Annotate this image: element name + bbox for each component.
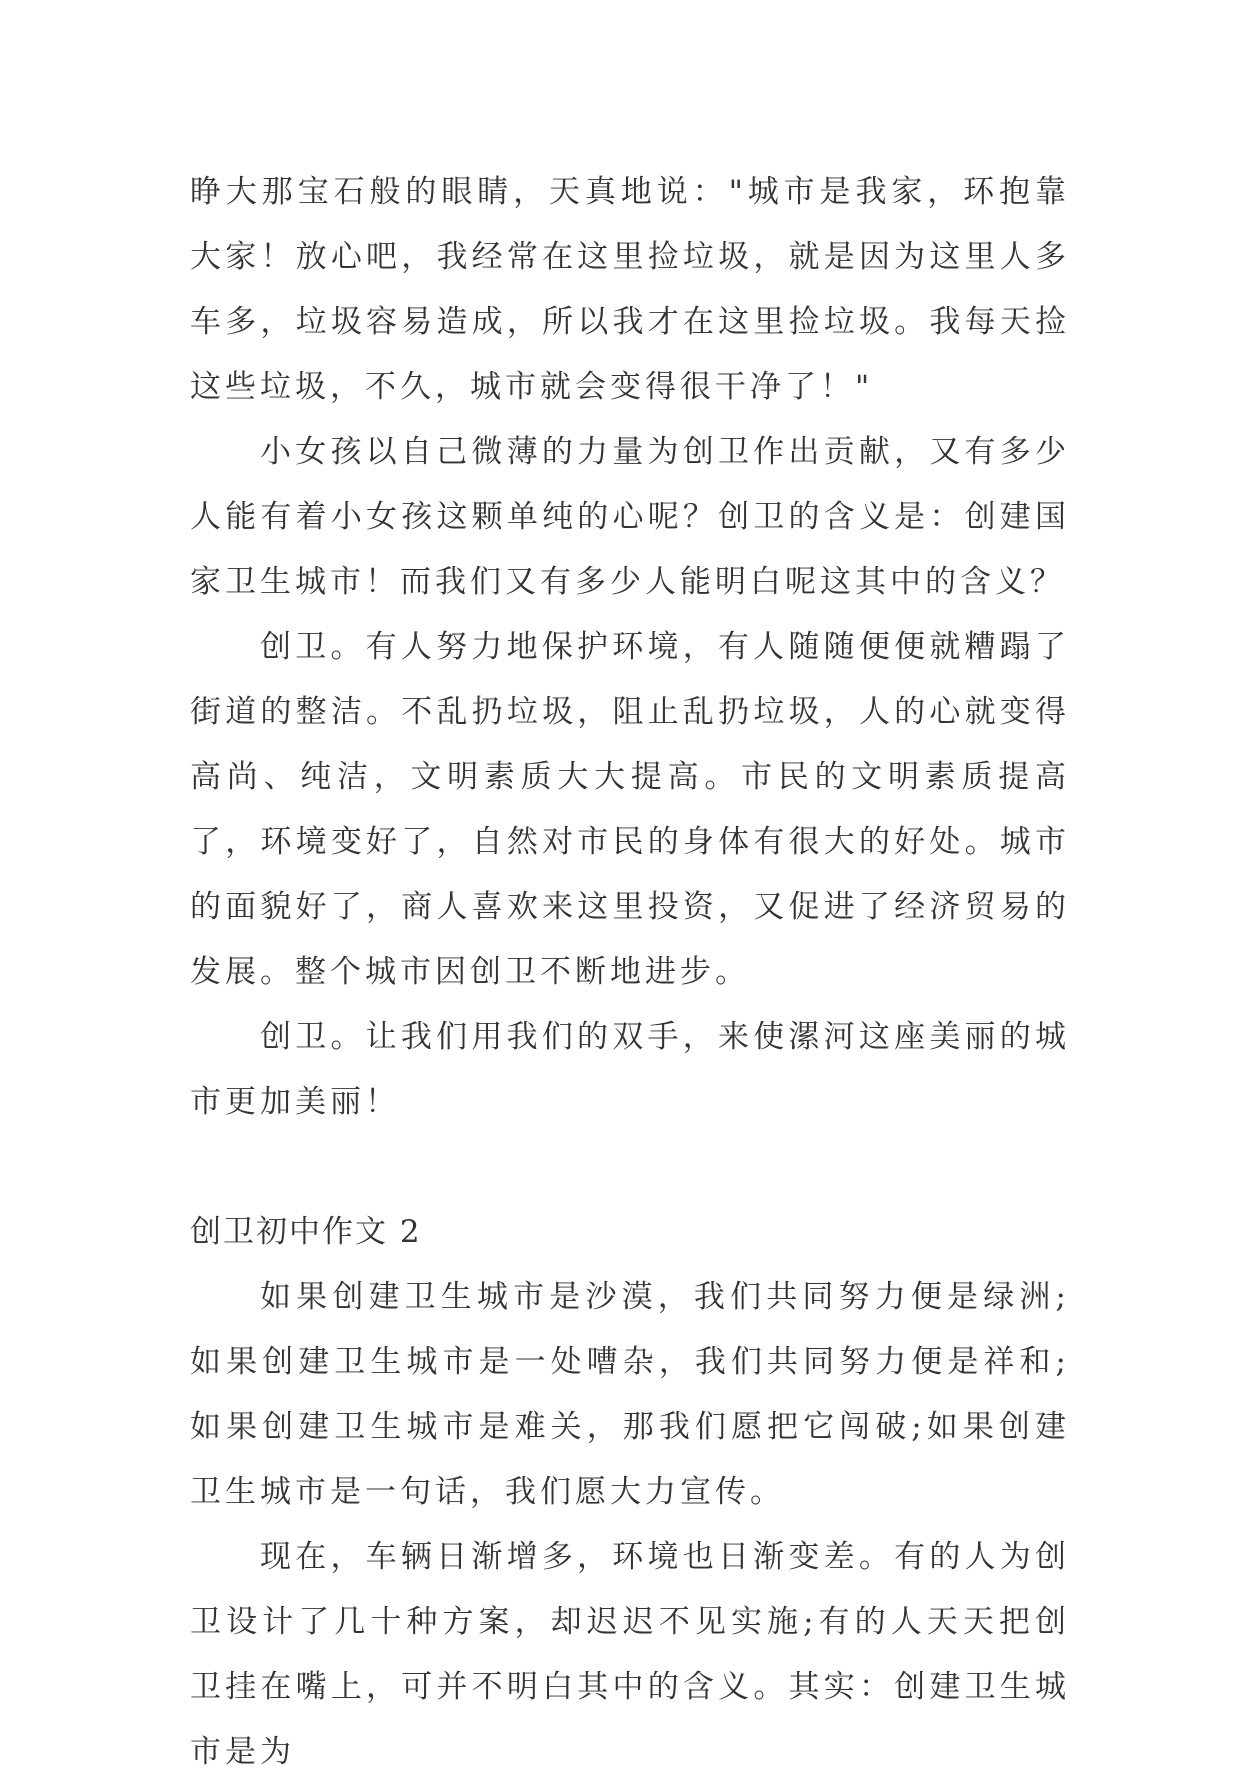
- paragraph-girl-contribution: 小女孩以自己微薄的力量为创卫作出贡献，又有多少人能有着小女孩这颗单纯的心呢？创卫的含义是：创建国家卫生城市！而我们又有多少人能明白呢这其中的含义？: [190, 434, 1070, 600]
- section-title: 创卫初中作文 2: [190, 1214, 422, 1250]
- paragraph-continuation: 睁大那宝石般的眼睛，天真地说："城市是我家，环抱靠大家！放心吧，我经常在这里捡垃圾，就是因为这里人多车多，垃圾容易造成，所以我才在这里捡垃圾。我每天捡这些垃圾，不久，城市就会变得很干净了！": [190, 174, 1070, 405]
- paragraph-if-sentences: 如果创建卫生城市是沙漠，我们共同努力便是绿洲;如果创建卫生城市是一处嘈杂，我们共同努力便是祥和;如果创建卫生城市是难关，那我们愿把它闯破;如果创建卫生城市是一句话，我们愿大力宣传。: [190, 1279, 1070, 1510]
- section-spacer: [190, 1135, 1070, 1200]
- paragraph-chuangwei-progress: 创卫。有人努力地保护环境，有人随随便便就糟蹋了街道的整洁。不乱扔垃圾，阻止乱扔垃圾，人的心就变得高尚、纯洁，文明素质大大提高。市民的文明素质提高了，环境变好了，自然对市民的身体有很大的好处。城市的面貌好了，商人喜欢来这里投资，又促进了经济贸易的发展。整个城市因创卫不断地进步。: [190, 629, 1070, 990]
- paragraph-chuangwei-closing: 创卫。让我们用我们的双手，来使漯河这座美丽的城市更加美丽！: [190, 1019, 1070, 1120]
- paragraph-now-vehicles: 现在，车辆日渐增多，环境也日渐变差。有的人为创卫设计了几十种方案，却迟迟不见实施;有的人天天把创卫挂在嘴上，可并不明白其中的含义。其实：创建卫生城市是为: [190, 1539, 1070, 1770]
- document-body: [190, 160, 1070, 1785]
